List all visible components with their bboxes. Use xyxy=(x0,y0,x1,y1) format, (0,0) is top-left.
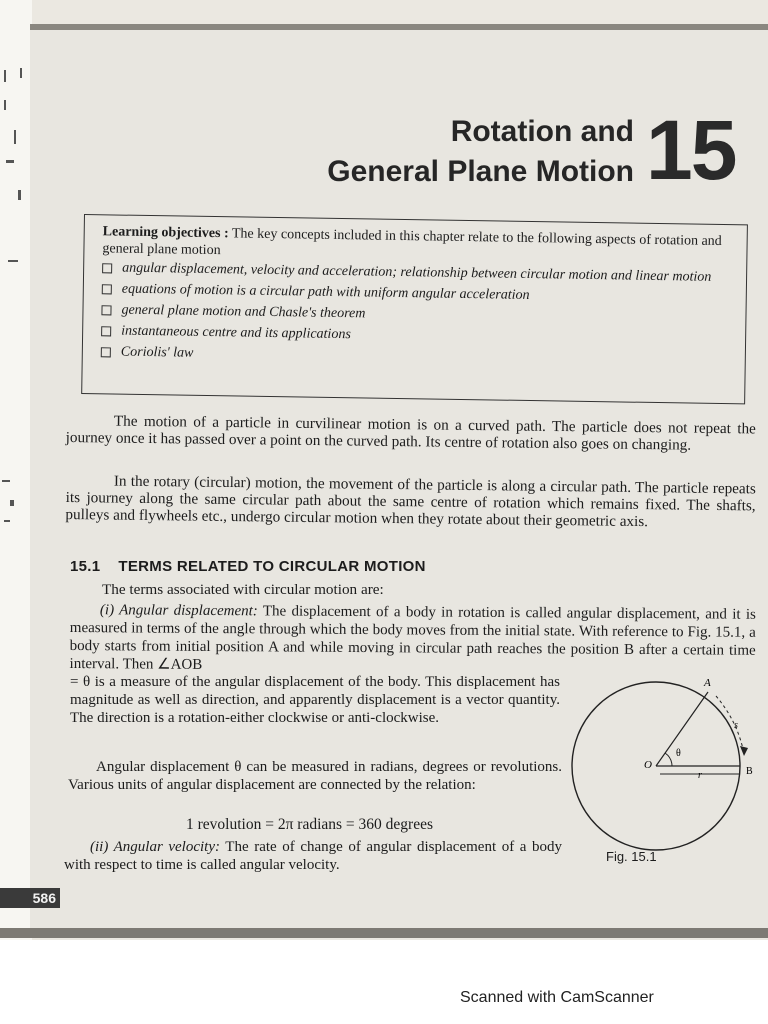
section-heading xyxy=(70,558,426,575)
figure-angle-arc xyxy=(665,753,672,766)
left-edge-speckles xyxy=(0,40,30,940)
objectives-lead-text: The key concepts included in this chapter relate to the following aspects of rotation and general plane motion xyxy=(102,226,722,259)
objective-item: instantaneous centre and its applications xyxy=(101,322,735,349)
angular-displacement-text: The displacement of a body in rotation is called angular displacement, and it is measured in terms of the angle through which the body moves from the initial state. With reference to Fig. 15.1, a body starts from initial position A and while moving in circular path reaches the position B after a certain time interval. Then ∠AOB xyxy=(69,603,756,673)
paragraph-angular-velocity-body xyxy=(64,838,562,874)
paragraph-rotary-text: In the rotary (circular) motion, the movement of the particle is along a circular path. The particle repeats its journey along the same circular path about the same centre of rotation which remains fixed. The shafts, pulleys and flywheels etc., undergo circular motion when they rotate about their geometric axis. xyxy=(65,472,756,531)
paragraph-angular-displacement xyxy=(69,601,755,678)
term-angular-velocity: (ii) Angular velocity: xyxy=(90,839,220,855)
paragraph-angular-displacement-body xyxy=(69,601,755,678)
figure-label-theta: θ xyxy=(676,748,681,759)
page-bottom-shadow xyxy=(0,928,768,938)
paragraph-units-text: Angular displacement θ can be measured in radians, degrees or revolutions. Various units of angular displacement are connected by the relation: xyxy=(68,759,562,793)
objectives-list xyxy=(101,259,737,370)
section-number: 15.1 xyxy=(70,558,101,575)
figure-circle-diagram xyxy=(568,670,764,866)
chapter-title xyxy=(327,112,634,192)
chapter-title-line2: General Plane Motion xyxy=(327,155,634,188)
angular-velocity-text: The rate of change of angular displacement of a body with respect to time is called angular velocity. xyxy=(64,839,562,873)
page-number: 586 xyxy=(0,888,60,908)
figure-label-r: r xyxy=(698,770,702,781)
figure-label-O: O xyxy=(644,759,652,771)
figure-radius-OA xyxy=(656,692,708,766)
chapter-number: 15 xyxy=(646,103,736,197)
objective-item: Coriolis' law xyxy=(101,343,735,370)
figure-arrow-head xyxy=(740,746,748,756)
paragraph-units xyxy=(68,758,562,794)
camscanner-watermark: Scanned with CamScanner xyxy=(460,989,654,1006)
figure-label-A: A xyxy=(704,677,711,689)
paragraph-terms-intro: The terms associated with circular motion are: xyxy=(102,581,384,598)
figure-caption: Fig. 15.1 xyxy=(606,849,657,864)
page-top-shadow xyxy=(30,24,768,30)
objectives-lead-bold: Learning objectives : xyxy=(102,224,229,242)
objective-item: general plane motion and Chasle's theorem xyxy=(101,301,735,328)
figure-label-B: B xyxy=(746,766,753,777)
section-title: TERMS RELATED TO CIRCULAR MOTION xyxy=(118,558,426,575)
objective-item: angular displacement, velocity and acceleration; relationship between circular motion and linear motion xyxy=(102,259,736,286)
unit-relation-equation: 1 revolution = 2π radians = 360 degrees xyxy=(186,816,433,833)
objective-item: equations of motion is a circular path with uniform angular acceleration xyxy=(102,280,736,307)
paragraph-curvilinear-text: The motion of a particle in curvilinear motion is on a curved path. The particle does not repeat the journey once it has passed over a point on the curved path. Its centre of rotation also goes on changing. xyxy=(65,412,756,454)
chapter-title-line1: Rotation and xyxy=(450,115,634,148)
paragraph-displacement-measure: = θ is a measure of the angular displacement of the body. This displacement has magnitude as well as direction, and apparently displacement is a vector quantity. The direction is a rotation-either clockwise or anti-clockwise. xyxy=(70,674,560,726)
term-angular-displacement: (i) Angular displacement: xyxy=(99,602,258,620)
paragraph-rotary xyxy=(65,472,756,531)
learning-objectives-box xyxy=(81,214,748,404)
figure-label-s: s xyxy=(734,720,738,731)
paragraph-angular-velocity xyxy=(64,838,562,874)
